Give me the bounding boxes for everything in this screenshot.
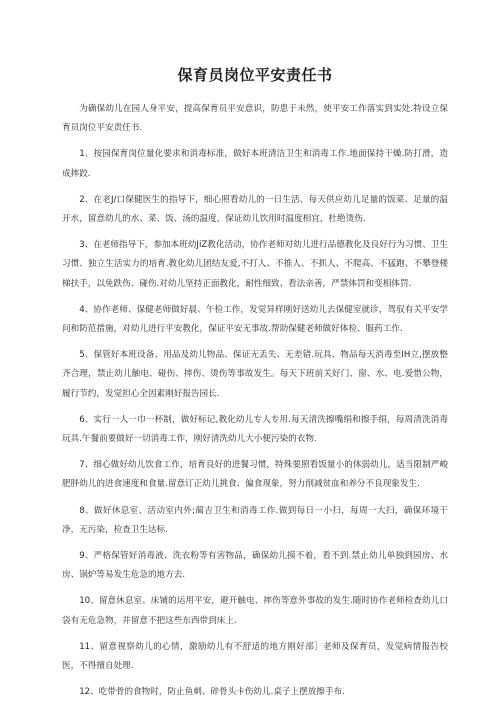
clause-8: 8、做好休息室、活动室内外;蔺吉卫生和消毒工作.做到每日一小扫，每周一大扫，确保环境干净，无污染，检查卫生达标.	[62, 505, 448, 535]
clause-3: 3、在老师指导下，参加本班幼JiZ教化活动，协作老师对幼儿进行品德教化及良好行为习惯、卫生习惯、独立生活实力的培育.教化幼儿团结友爱,不打人、不推人、不抓人、不爬高、不猛跑、不攀登楼梯扶手，以免跌伤、碰伤.对幼儿坚持正面教化，耐性细致、看法亲善，严禁体罚和变相体罚.	[62, 240, 448, 289]
clause-5: 5、保管好本班设备、用品及幼儿物品、保证无丢失、无差错.玩具、物品每天消毒至IH立,摆放整齐合理，禁止幼儿触电、碰伤、摔伤、烫伤等事故发生。每天下班前关好门、窗、水、电.爱惜公物，履行节约，发觉担心全因素刚好报告园长.	[62, 350, 448, 399]
intro-paragraph: 为确保幼儿在园人身平安，提高保育员平安意识，防患于未然，使平安工作落实到实处.特设立保育员岗位平安责任书.	[62, 104, 448, 134]
document-body	[62, 100, 448, 702]
clause-6: 6、实行一人一巾一杯制，做好标记,教化幼儿专人专用.每天清洗擦嘴绢和擦手绢，每周清洗消毒玩具.午餐前要做好一切消毒工作，刚好清洗幼儿大小便污染的衣物.	[62, 414, 448, 445]
clause-4: 4、协作老师、保健老师做好晨、午检工作，发觉异样刚好送幼儿去保健室就诊，驾驭有关平安学问和防范措施，对幼儿进行平安教化，保证平安无事故.帮助保健老师做好体检、服药工作.	[62, 304, 448, 335]
clause-12: 12、吃带骨的食物时，防止鱼刺、碎骨头卡伤幼儿.桌子上摆放擦手布.	[79, 687, 345, 698]
clause-10: 10、留意休息室、床铺的运用平安，避开触电、摔伤等意外事故的发生.随时协作老师检查幼儿口袋有无危急物，并留意不把这些东西带到床上.	[62, 596, 448, 626]
clause-11: 11、留意视察幼儿的心情，激励幼儿有不舒适的地方刚好部］老师及保育员，发觉病情报告校医，不得擅自处理.	[62, 641, 448, 672]
clause-9: 9、严格保管好消毒液、洗衣粉等有害物品，确保幼儿摸不着，看不到.禁止幼儿单独到园房、水房、锅炉等易发生危急的地方去.	[62, 551, 448, 581]
clause-2: 2、在老J/口保健医生的指导下，细心照看幼儿的一日生活、每天供应幼儿足量的饭菜、足量的温开水，留意幼儿的水、菜、饭、汤的温度，保证幼儿饮用时温度相宜，杜绝烫伤.	[62, 194, 448, 225]
clause-1: 1、按园保育岗位量化要求和消毒标准，做好本班清洁卫生和消毒工作.地面保持干燥.防打滑，造成摔跤.	[62, 149, 448, 179]
clause-7: 7、细心做好幼儿饮食工作，培育良好的进餐习惯，特殊要照看饭量小的体弱幼儿，适当限制严峻肥胖幼儿的进食速度和食量.留意订正幼儿挑食、偏食现象，努力削减贫血和养分不良现象发生.	[62, 460, 448, 490]
document-title: 保育员岗位平安责任书	[177, 66, 333, 84]
